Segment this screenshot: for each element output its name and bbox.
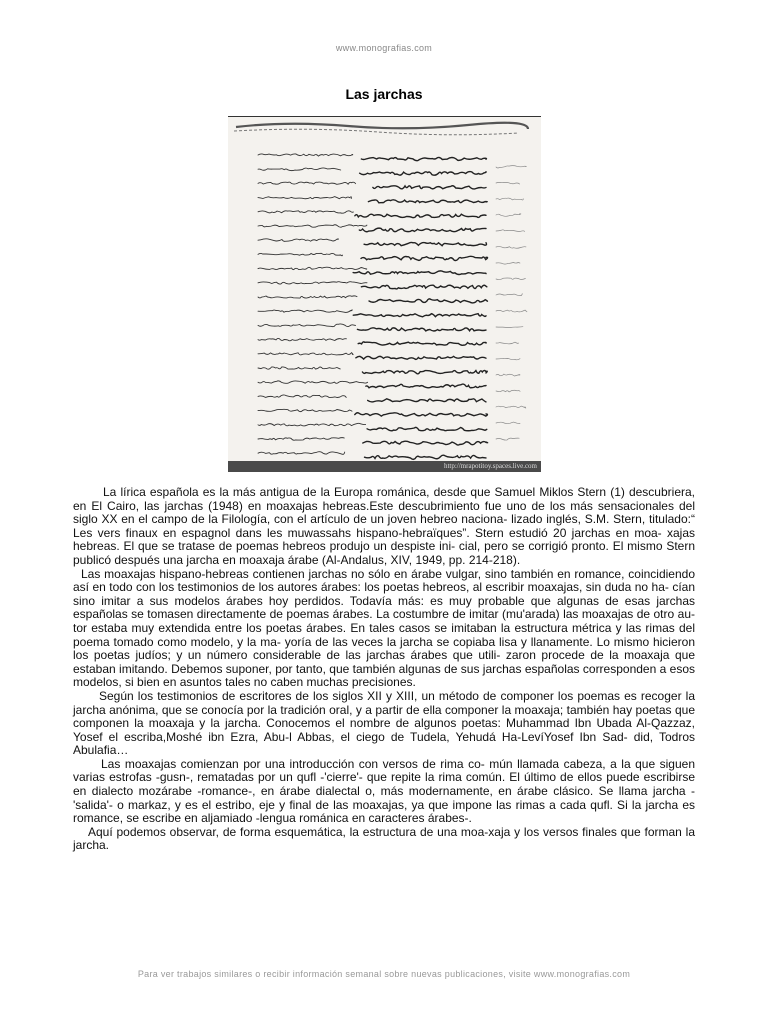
paragraph: Aquí podemos observar, de forma esquemática, la estructura de una moa-xaja y los versos finales que forman la jarcha. [73,824,695,853]
paragraph: Las moaxajas hispano-hebreas contienen jarchas no sólo en árabe vulgar, sino también en romance, coincidiendo así en todo con los testimonios de los autores árabes: los poetas hebreos, al escribir moaxajas, sin duda no ha- cían sino imitar a sus modelos árabes hoy perdidos. Todavía más: es muy probable que algunas de esas jarchas españolas se tomasen directamente de poemas árabes. La costumbre de imitar (mu'arada) las moaxajas de otro au- tor estaba muy extendida entre los poetas árabes. En tales casos se imitaban la estructura métrica y las rimas del poema tomado como modelo, y la ma- yoría de las veces la jarcha se copiaba lisa y llanamente. Lo mismo hicieron los poetas judíos; y un número considerable de las jarchas árabes que utili- zaron procede de la moaxaja que estaban imitando. Debemos suponer, por tanto, que también algunas de sus jarchas españolas corresponden a esos modelos, si bien en asuntos tales no caben muchas precisiones. [73,566,695,690]
footer-note: Para ver trabajos similares o recibir información semanal sobre nuevas publicaciones, visite www.monografias.com [137,969,631,979]
page-title: Las jarchas [345,86,423,102]
manuscript-image [228,116,541,472]
paragraph: La lírica española es la más antigua de la Europa románica, desde que Samuel Miklos Stern (1) descubriera, en El Cairo, las jarchas (1948) en moaxajas hebreas.Este descubrimiento fue uno de los más sensacionales del siglo XX en el campo de la Filología, con el artículo de un joven hebreo naciona- lizado inglés, S.M. Stern, titulado:“ Les vers finaux en espagnol dans les muwassahs hispano-hebraïques”. Stern estudió 20 jarchas en moa- xajas hebreas. El que se tratase de poemas hebreos produjo un despiste ini- cial, pero se corrigió pronto. El mismo Stern publicó después una jarcha en moaxaja árabe (Al-Andalus, XIV, 1949, pp. 214-218). [73,485,695,567]
paragraph: Según los testimonios de escritores de los siglos XII y XIII, un método de componer los poemas es recoger la jarcha anónima, que se conocía por la tradición oral, y a partir de ella componer la moaxaja; también hay poetas que componen la moaxaja y la jarcha. Conocemos el nombre de algunos poetas: Muhammad Ibn Ubada Al-Qazzaz, Yosef el escriba,Moshé ibn Ezra, Abu-l Abbas, el ciego de Tudela, Yehudá Ha-LevíYosef Ibn Sad- did, Todros Abulafia… [73,688,695,758]
image-credit: http://mrapotitoy.spaces.live.com [443,462,537,470]
paragraph: Las moaxajas comienzan por una introducción con versos de rima co- mún llamada cabeza, a la que siguen varias estrofas -gusn-, rematadas por un qufl -'cierre'- que repite la rima común. El último de ellos puede escribirse en dialecto mozárabe -romance-, en árabe dialectal o, más modernamente, en árabe clásico. Se llama jarcha -'salida'- o markaz, y es el estribo, eje y final de las moaxajas, ya que impone las rimas a cada qufl. Si la jarcha es romance, se escribe en aljamiado -lengua románica en caracteres árabes-. [73,756,695,826]
article-body [73,486,695,853]
header-url[interactable]: www.monografias.com [335,43,433,53]
